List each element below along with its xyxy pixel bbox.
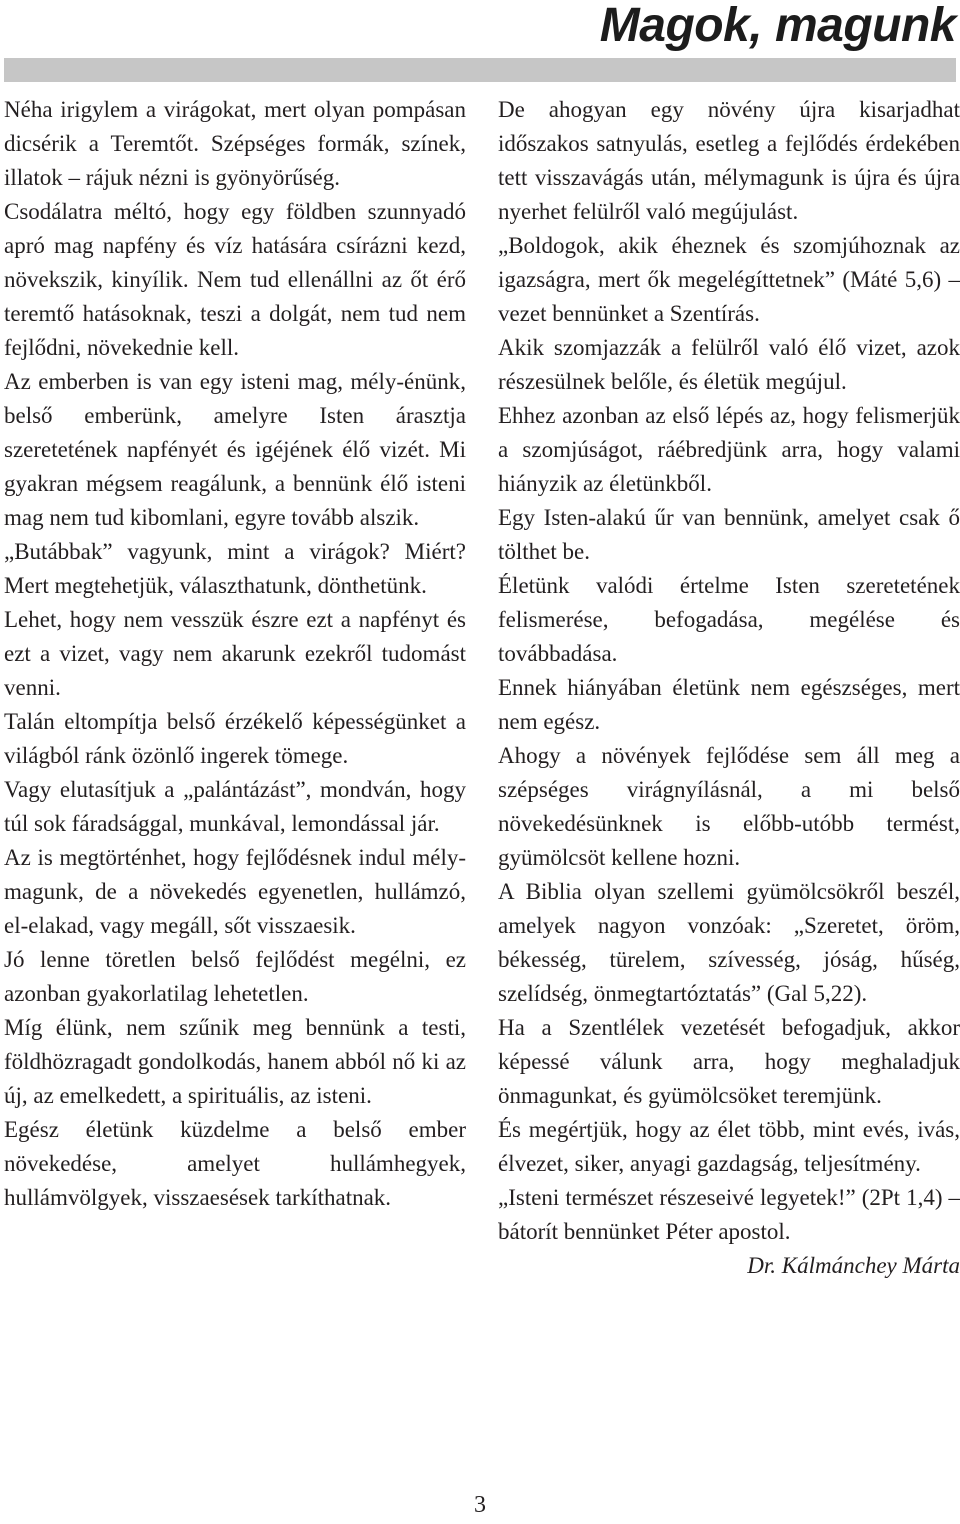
paragraph: Ennek hiányában életünk nem egészséges, mert nem egész. — [498, 675, 960, 734]
paragraph: De ahogyan egy növény újra kisarjadhat időszakos satnyulás, esetleg a fejlődés érdekében tett visszavágás után, mélymagunk is újra és újra nyerhet felülről való megújulást. — [498, 97, 960, 224]
paragraph: „Butábbak” vagyunk, mint a virágok? Miért? Mert megtehetjük, választhatunk, dönthetünk. — [4, 539, 466, 598]
paragraph: Az emberben is van egy isteni mag, mély-énünk, belső emberünk, amelyre Isten árasztja szeretetének napfényét és igéjének élő vizét. Mi gyakran mégsem reagálunk, a bennünk élő isteni mag nem tud kibomlani, egyre tovább alszik. — [4, 369, 466, 530]
paragraph: „Isteni természet részeseivé legyetek!” (2Pt 1,4) – bátorít bennünket Péter apostol. — [498, 1185, 960, 1244]
paragraph: Lehet, hogy nem vesszük észre ezt a napfényt és ezt a vizet, vagy nem akarunk ezekről tudomást venni. — [4, 607, 466, 700]
paragraph: Akik szomjazzák a felülről való élő vizet, azok részesülnek belőle, és életük megújul. — [498, 335, 960, 394]
paragraph: Az is megtörténhet, hogy fejlődésnek indul mély-magunk, de a növekedés egyenetlen, hullámzó, el-elakad, vagy megáll, sőt visszaesik. — [4, 845, 466, 938]
paragraph: Csodálatra méltó, hogy egy földben szunnyadó apró mag napfény és víz hatására csírázni kezd, növekszik, kinyílik. Nem tud ellenállni az őt érő teremtő hatásoknak, teszi a dolgát, nem tud nem fejlődni, növekednie kell. — [4, 199, 466, 360]
paragraph: Egy Isten-alakú űr van bennünk, amelyet csak ő tölthet be. — [498, 505, 960, 564]
paragraph: „Boldogok, akik éheznek és szomjúhoznak az igazságra, mert ők megelégíttetnek” (Máté 5,6) – vezet bennünket a Szentírás. — [498, 233, 960, 326]
paragraph: A Biblia olyan szellemi gyümölcsökről beszél, amelyek nagyon vonzóak: „Szeretet, öröm, békesség, türelem, szívesség, jóság, hűség, szelídség, önmegtartóztatás” (Gal 5,22). — [498, 879, 960, 1006]
paragraph: Ehhez azonban az első lépés az, hogy felismerjük a szomjúságot, ráébredjünk arra, hogy valami hiányzik az életünkből. — [498, 403, 960, 496]
paragraph: Életünk valódi értelme Isten szeretetének felismerése, befogadása, megélése és továbbadása. — [498, 573, 960, 666]
header-rule — [4, 58, 956, 82]
page-title: Magok, magunk — [599, 0, 956, 52]
paragraph: Míg élünk, nem szűnik meg bennünk a testi, földhözragadt gondolkodás, hanem abból nő ki az új, az emelkedett, a spirituális, az isteni. — [4, 1015, 466, 1108]
author-signature: Dr. Kálmánchey Márta — [747, 1253, 960, 1278]
right-column — [498, 93, 960, 1283]
paragraph: Talán eltompítja belső érzékelő képességünket a világból ránk özönlő ingerek tömege. — [4, 709, 466, 768]
paragraph: Néha irigylem a virágokat, mert olyan pompásan dicsérik a Teremtőt. Szépséges formák, színek, illatok – rájuk nézni is gyönyörűség. — [4, 97, 466, 190]
paragraph: Ahogy a növények fejlődése sem áll meg a szépséges virágnyílásnál, a mi belső növekedésünknek is előbb-utóbb termést, gyümölcsöt kellene hozni. — [498, 743, 960, 870]
paragraph: Jó lenne töretlen belső fejlődést megélni, ez azonban gyakorlatilag lehetetlen. — [4, 947, 466, 1006]
paragraph: Ha a Szentlélek vezetését befogadjuk, akkor képessé válunk arra, hogy meghaladjuk önmagunkat, és gyümölcsöket teremjünk. — [498, 1015, 960, 1108]
page-number: 3 — [474, 1492, 486, 1518]
left-column — [4, 93, 466, 1215]
paragraph: Egész életünk küzdelme a belső ember növekedése, amelyet hullámhegyek, hullámvölgyek, visszaesések tarkíthatnak. — [4, 1117, 466, 1210]
paragraph: Vagy elutasítjuk a „palántázást”, mondván, hogy túl sok fáradsággal, munkával, lemondással jár. — [4, 777, 466, 836]
paragraph: És megértjük, hogy az élet több, mint evés, ivás, élvezet, siker, anyagi gazdagság, teljesítmény. — [498, 1117, 960, 1176]
